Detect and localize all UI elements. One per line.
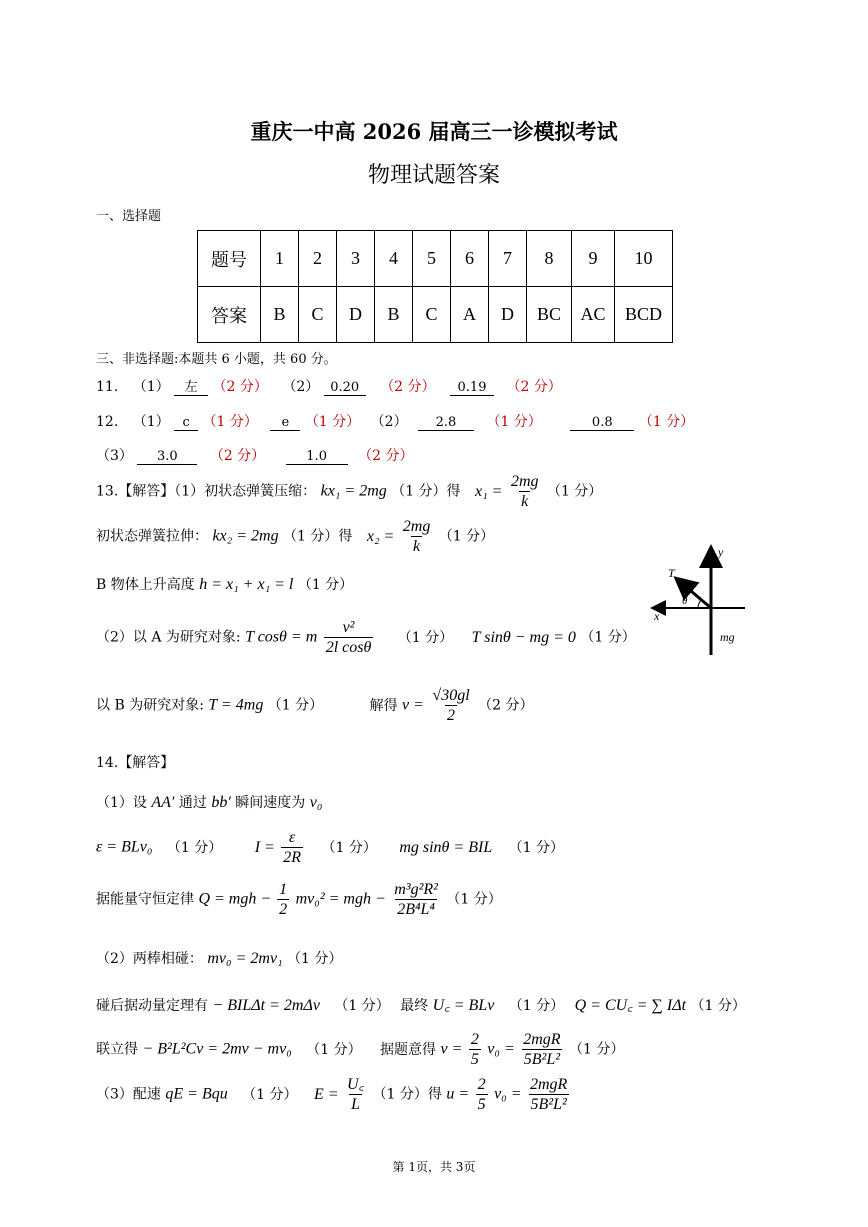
fraction: $\frac{\varepsilon}{2R}$ (283, 829, 302, 866)
score: （1 分） (304, 414, 361, 430)
answer-table (197, 230, 673, 343)
section-choice-label: 一、选择题 (96, 209, 162, 224)
equation: mv₀ = 2mv₁ (207, 950, 283, 967)
q13-line-4: （2）以 A 为研究对象: T cosθ = m $\frac{\text{v²}}{\text{2l cosθ}}$ （1 分） T sinθ − mg = 0 （1 分） (96, 619, 636, 656)
q12-answer-6: 1.0 (286, 449, 348, 465)
fraction: $\frac{1}{2}$ (279, 881, 288, 918)
q14-head: 14.【解答】 (96, 755, 175, 771)
fraction: $\frac{2}{5}$ (477, 1076, 486, 1113)
table-cell: 2 (299, 231, 337, 287)
q12-line-2: （3） 3.0 （2 分） 1.0 （2 分） (96, 448, 414, 464)
table-cell: 7 (489, 231, 527, 287)
q12-answer-3: 2.8 (418, 415, 474, 431)
q12-answer-1: c (174, 415, 198, 431)
equation: T = 4mg (208, 696, 264, 714)
table-cell: B (375, 287, 413, 343)
equation: h = x₁ + x₁ = l (199, 576, 294, 593)
label-mg: mg (720, 630, 735, 644)
page-subtitle: 物理试题答案 (367, 163, 500, 188)
label-y: y (718, 545, 724, 559)
equation: kx₁ = 2mg (320, 482, 387, 500)
equation: ε = BLv₀ (96, 838, 153, 856)
table-cell: AC (572, 287, 615, 343)
table-cell: D (337, 287, 375, 343)
q12-answer-5: 3.0 (137, 449, 197, 465)
q13-line-2: 初状态弹簧拉伸： kx₂ = 2mg （1 分）得 x₂ = $\frac{2mg}{k}$ （1 分） (96, 518, 495, 555)
q14-line-7: （3）配速 qE = Bqu （1 分） E = $\frac{U꜀}{L}$ （1 分）得 u = $\frac{2}{5}$ v₀ = $\frac{\text{2mgR}}{\text{5B²L²}}$ (96, 1076, 568, 1113)
q14-line-3: 据能量守恒定律 Q = mgh − $\frac{1}{2}$ mv₀² = mgh − $\frac{\text{m³g²R²}}{\text{2B⁴L⁴}}$ （1 分） (96, 881, 502, 918)
score: （2 分） (212, 379, 268, 395)
table-cell: 1 (261, 231, 299, 287)
fraction: $\frac{\text{m³g²R²}}{\text{2B⁴L⁴}}$ (394, 881, 438, 918)
fraction: $\frac{2}{5}$ (470, 1031, 479, 1068)
score: （1 分） (486, 414, 542, 430)
q14-line-2: ε = BLv₀ （1 分） I = $\frac{\varepsilon}{2R}$ （1 分） mg sinθ = BIL （1 分） (96, 829, 565, 866)
theta-arc (698, 600, 701, 608)
q11-num: 11. (96, 379, 119, 395)
table-cell: 6 (451, 231, 489, 287)
equation: − BILΔt = 2mΔv (212, 997, 320, 1014)
fraction: $\frac{2mg}{k}$ (402, 518, 431, 555)
label-x: x (654, 609, 660, 623)
q13-line-3: B 物体上升高度 h = x₁ + x₁ = l （1 分） (96, 576, 354, 593)
score: （2 分） (209, 448, 266, 464)
table-row (198, 287, 673, 343)
q11-answer-2: 0.20 (324, 380, 366, 396)
equation: kx₂ = 2mg (212, 527, 279, 545)
table-cell: BC (527, 287, 572, 343)
equation: T cosθ = m (245, 628, 318, 646)
score: （2 分） (358, 448, 414, 464)
fraction: $\frac{\text{2mgR}}{\text{5B²L²}}$ (523, 1031, 561, 1068)
table-cell: D (489, 287, 527, 343)
score: （1 分） (202, 414, 258, 430)
fraction: $\frac{U꜀}{L}$ (347, 1076, 365, 1113)
table-cell: B (261, 287, 299, 343)
table-head-number: 题号 (198, 231, 261, 287)
equation: U꜀ = BLv (432, 997, 495, 1014)
score: （1 分） (638, 414, 695, 430)
page-footer: 第 1页，共 3页 (392, 1160, 476, 1174)
table-cell: A (451, 287, 489, 343)
q11-line: 11. （1） 左 （2 分） （2） 0.20 （2 分） 0.19 （2 分） (96, 379, 562, 395)
q14-line-5: 碰后据动量定理有 − BILΔt = 2mΔv （1 分） 最终 U꜀ = BLv （1 分） Q = CU꜀ = ∑ IΔt （1 分） (96, 997, 746, 1014)
fraction: $\frac{\text{v²}}{\text{2l cosθ}}$ (325, 619, 372, 656)
score: （2 分） (380, 379, 436, 395)
table-row (198, 231, 673, 287)
q11-answer-3: 0.19 (450, 380, 494, 396)
q12-answer-2: e (270, 415, 300, 431)
q13-line-5: 以 B 为研究对象: T = 4mg （1 分） 解得 v = $\frac{√30gl}{2}$ （2 分） (96, 687, 534, 724)
table-cell: 3 (337, 231, 375, 287)
fraction: $\frac{√30gl}{2}$ (432, 687, 470, 724)
label-theta: θ (682, 595, 688, 607)
table-cell: 5 (413, 231, 451, 287)
equation: mg sinθ = BIL (399, 838, 493, 856)
score: （2 分） (506, 379, 562, 395)
table-cell: C (413, 287, 451, 343)
q14-line-6: 联立得 − B²L²Cv = 2mv − mv₀ （1 分） 据题意得 v = $\frac{2}{5}$ v₀ = $\frac{\text{2mgR}}{\text{5B²L²}}$ （1 分） (96, 1031, 625, 1068)
q11-answer-1: 左 (174, 380, 208, 396)
table-cell: BCD (615, 287, 673, 343)
q13-line-1: 13.【解答】（1）初状态弹簧压缩： kx₁ = 2mg （1 分）得 x₁ = $\frac{2mg}{k}$ （1 分） (96, 473, 603, 510)
fraction: $\frac{\text{2mgR}}{\text{5B²L²}}$ (530, 1076, 568, 1113)
table-head-answer: 答案 (198, 287, 261, 343)
q12-answer-4: 0.8 (570, 415, 634, 431)
equation: − B²L²Cv = 2mv − mv₀ (142, 1040, 292, 1058)
q14-line-1: （1）设 AA′ 通过 bb′ 瞬间速度为 v₀ (96, 794, 323, 811)
q12-line-1: 12. （1） c （1 分） e （1 分） （2） 2.8 （1 分） 0.8 （1 分） (96, 414, 695, 430)
page-title: 重庆一中高 2026 届高三一诊模拟考试 (250, 119, 618, 144)
fraction: $\frac{2mg}{k}$ (510, 473, 539, 510)
table-cell: 9 (572, 231, 615, 287)
force-diagram (640, 540, 760, 665)
table-cell: C (299, 287, 337, 343)
equation: Q = CU꜀ = ∑ IΔt (574, 997, 687, 1014)
label-T: T (668, 566, 675, 580)
table-cell: 4 (375, 231, 413, 287)
equation: T sinθ − mg = 0 (471, 628, 576, 646)
table-cell: 10 (615, 231, 673, 287)
equation: qE = Bqu (165, 1085, 228, 1103)
q14-line-4: （2）两棒相碰： mv₀ = 2mv₁ （1 分） (96, 950, 343, 967)
section-nonchoice-label: 三、非选择题:本题共 6 小题，共 60 分。 (96, 352, 337, 367)
table-cell: 8 (527, 231, 572, 287)
